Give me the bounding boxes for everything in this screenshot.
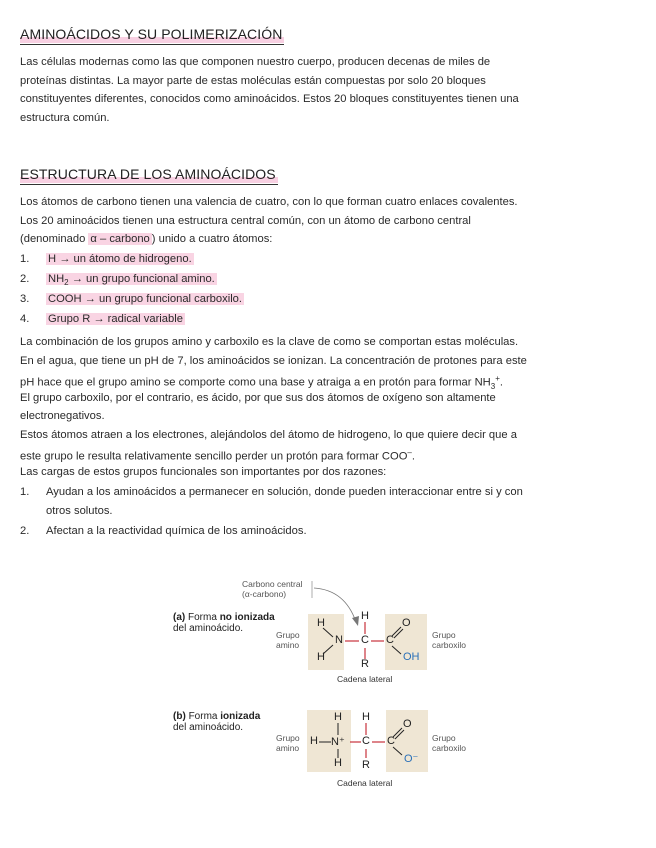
text: Forma bbox=[188, 711, 218, 722]
body-line: electronegativos. bbox=[20, 410, 105, 422]
atom-symbol: H bbox=[48, 253, 57, 265]
atom-r: R bbox=[361, 658, 369, 670]
body-line: este grupo le resulta relativamente sencillo perder un protón para formar COO–. bbox=[20, 448, 415, 463]
label-line: amino bbox=[276, 743, 300, 753]
atom-h: H bbox=[334, 711, 342, 723]
text: Forma bbox=[188, 612, 217, 623]
atom-o: O bbox=[402, 617, 411, 629]
list-number: 3. bbox=[20, 293, 30, 305]
atom-h: H bbox=[317, 651, 325, 663]
label-line: Carbono central bbox=[242, 579, 303, 589]
list-item-continued: otros solutos. bbox=[46, 504, 113, 517]
body-line: Las cargas de estos grupos funcionales son importantes por dos razones: bbox=[20, 465, 387, 478]
section-heading-polymerization: AMINOÁCIDOS Y SU POLIMERIZACIÓN bbox=[20, 26, 283, 42]
tag: (a) bbox=[173, 612, 186, 623]
body-line: El grupo carboxilo, por el contrario, es ácido, por que sus dos átomos de oxígeno son altamente bbox=[20, 391, 496, 404]
atom-description: → un átomo de hidrogeno. bbox=[59, 253, 192, 265]
label-line: Grupo bbox=[432, 630, 456, 640]
body-line: La combinación de los grupos amino y carboxilo es la clave de como se comportan estas moléculas. bbox=[20, 336, 519, 348]
text: del aminoácido. bbox=[173, 722, 244, 733]
intro-line: estructura común. bbox=[20, 111, 110, 124]
list-number: 1. bbox=[20, 486, 30, 498]
tag: (b) bbox=[173, 711, 186, 722]
alpha-carbon-highlight: α – carbono bbox=[90, 233, 150, 245]
subscript: 2 bbox=[64, 278, 69, 288]
bold-text: no ionizada bbox=[219, 612, 275, 623]
list-number: 1. bbox=[20, 253, 30, 265]
atom-h: H bbox=[317, 617, 325, 629]
label-line: carboxilo bbox=[432, 743, 467, 753]
atom-o-minus: O⁻ bbox=[404, 753, 419, 765]
subscript: 3 bbox=[490, 381, 496, 391]
structure-text: (denominado bbox=[20, 233, 86, 245]
list-number: 4. bbox=[20, 313, 30, 325]
side-chain-label-b: Cadena lateral bbox=[337, 778, 393, 788]
list-number: 2. bbox=[20, 525, 30, 537]
atom-c-alpha: C bbox=[362, 735, 370, 747]
list-text: Ayudan a los aminoácidos a permanecer en solución, donde pueden interaccionar entre si y con bbox=[46, 486, 523, 498]
atom-h: H bbox=[362, 711, 370, 723]
superscript: + bbox=[495, 374, 500, 383]
atom-h: H bbox=[334, 757, 342, 769]
label-line: (α-carbono) bbox=[242, 589, 287, 599]
superscript: – bbox=[407, 448, 412, 457]
body-line: En el agua, que tiene un pH de 7, los aminoácidos se ionizan. La concentración de protones para este bbox=[20, 354, 527, 367]
atom-symbol: COOH bbox=[48, 293, 82, 305]
structure-text: ) unido a cuatro átomos: bbox=[151, 233, 273, 245]
label-line: Grupo bbox=[276, 630, 300, 640]
atom-n-plus: N⁺ bbox=[331, 736, 345, 748]
atom-symbol: NH bbox=[48, 273, 65, 285]
bold-text: ionizada bbox=[220, 711, 261, 722]
list-text: Afectan a la reactividad química de los aminoácidos. bbox=[46, 525, 307, 537]
structure-line: Los átomos de carbono tienen una valencia de cuatro, con lo que forman cuatro enlaces covalentes. bbox=[20, 196, 518, 208]
body-line: Estos átomos atraen a los electrones, alejándolos del átomo de hidrogeno, lo que quiere decir que a bbox=[20, 428, 517, 441]
label-line: amino bbox=[276, 640, 300, 650]
list-number: 2. bbox=[20, 273, 30, 285]
label-line: Grupo bbox=[432, 733, 456, 743]
structure-line: Los 20 aminoácidos tienen una estructura central común, con un átomo de carbono central bbox=[20, 214, 471, 227]
atom-description: → radical variable bbox=[93, 313, 183, 325]
atom-description: → un grupo funcional amino. bbox=[71, 273, 215, 285]
body-text: este grupo le resulta relativamente sencillo perder un protón para formar COO bbox=[20, 450, 408, 463]
intro-line: proteínas distintas. La mayor parte de estas moléculas están compuestas por solo 20 bloques bbox=[20, 74, 486, 87]
atom-n: N bbox=[335, 634, 343, 646]
label-line: carboxilo bbox=[432, 640, 467, 650]
section-heading-structure: ESTRUCTURA DE LOS AMINOÁCIDOS bbox=[20, 166, 276, 182]
atom-h: H bbox=[310, 735, 318, 747]
atom-c: C bbox=[386, 634, 394, 646]
atom-c-alpha: C bbox=[361, 634, 369, 646]
atom-c: C bbox=[387, 735, 395, 747]
label-line: Grupo bbox=[276, 733, 300, 743]
body-line: pH hace que el grupo amino se comporte como una base y atraiga a en protón para formar $NH_3^+$. bbox=[20, 374, 503, 391]
text: del aminoácido. bbox=[173, 623, 244, 634]
atom-symbol: Grupo R bbox=[48, 313, 91, 325]
body-text: pH hace que el grupo amino se comporte como una base y atraiga a en protón para formar NH bbox=[20, 376, 491, 389]
atom-o: O bbox=[403, 718, 412, 730]
intro-line: Las células modernas como las que componen nuestro cuerpo, producen decenas de miles de bbox=[20, 56, 491, 68]
atom-h: H bbox=[361, 610, 369, 622]
atom-r: R bbox=[362, 759, 370, 771]
atom-oh: OH bbox=[403, 651, 420, 663]
side-chain-label-a: Cadena lateral bbox=[337, 674, 393, 684]
intro-line: constituyentes diferentes, conocidos como aminoácidos. Estos 20 bloques constituyentes tienen una bbox=[20, 93, 519, 105]
atom-description: → un grupo funcional carboxilo. bbox=[84, 293, 243, 305]
